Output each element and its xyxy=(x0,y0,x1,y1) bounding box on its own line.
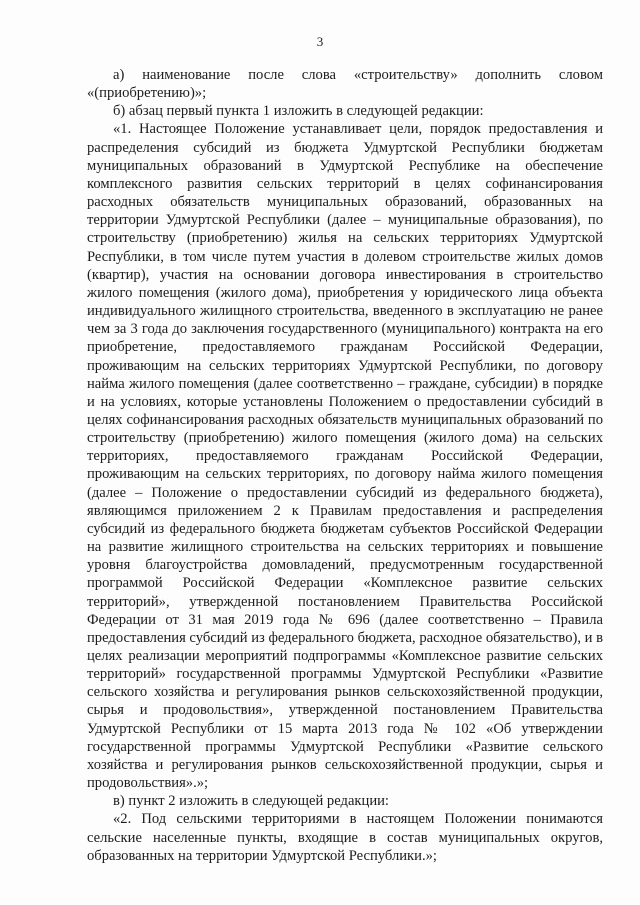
paragraph-item-a: а) наименование после слова «строительству» дополнить словом «(приобретению)»; xyxy=(87,67,603,102)
paragraph-clause-2: «2. Под сельскими территориями в настоящем Положении понимаются сельские населенные пункты, входящие в состав муниципальных округов, образованных на территории Удмуртской Республики.»; xyxy=(87,811,603,864)
page-number: 3 xyxy=(316,34,324,49)
paragraph-clause-1: «1. Настоящее Положение устанавливает цели, порядок предоставления и распределения субсидий из бюджета Удмуртской Республики бюджетам муниципальных образований в Удмуртской Республике на обеспечение комплексного развития сельских территорий в целях софинансирования расходных обязательств муниципальных образований, образованных на территории Удмуртской Республики (далее – муниципальные образования), по строительству (приобретению) жилья на сельских территориях Удмуртской Республики, в том числе путем участия в долевом строительстве жилых домов (квартир), участия на основании договора инвестирования в строительство жилого помещения (жилого дома), приобретения у юридического лица объекта индивидуального жилищного строительства, введенного в эксплуатацию не ранее чем за 3 года до заключения государственного (муниципального) контракта на его приобретение, предоставляемого гражданам Российской Федерации, проживающим на сельских территориях Удмуртской Республики, по договору найма жилого помещения (далее соответственно – граждане, субсидии) в порядке и на условиях, которые установлены Положением о предоставлении субсидий в целях софинансирования расходных обязательств муниципальных образований по строительству (приобретению) жилого помещения (жилого дома) на сельских территориях, предоставляемого гражданам Российской Федерации, проживающим на сельских территориях, по договору найма жилого помещения (далее – Положение о предоставлении субсидий из федерального бюджета), являющимся приложением 2 к Правилам предоставления и распределения субсидий из федерального бюджета бюджетам субъектов Российской Федерации на развитие жилищного строительства на сельских территориях и повышение уровня благоустройства домовладений, предусмотренным государственной программой Российской Федерации «Комплексное развитие сельских территорий», утвержденной постановлением Правительства Российской Федерации от 31 мая 2019 года № 696 (далее соответственно – Правила предоставления субсидий из федерального бюджета, расходное обязательство), и в целях реализации мероприятий подпрограммы «Комплексное развитие сельских территорий» государственной программы Удмуртской Республики «Развитие сельского хозяйства и регулирования рынков сельскохозяйственной продукции, сырья и продовольствия», утвержденной постановлением Правительства Удмуртской Республики от 15 марта 2013 года № 102 «Об утверждении государственной программы Удмуртской Республики «Развитие сельского хозяйства и регулирования рынков сельскохозяйственной продукции, сырья и продовольствия».»; xyxy=(87,121,604,792)
paragraph-item-b: б) абзац первый пункта 1 изложить в следующей редакции: xyxy=(113,103,484,120)
document-body xyxy=(87,66,603,865)
paragraph-item-c: в) пункт 2 изложить в следующей редакции: xyxy=(113,793,389,810)
